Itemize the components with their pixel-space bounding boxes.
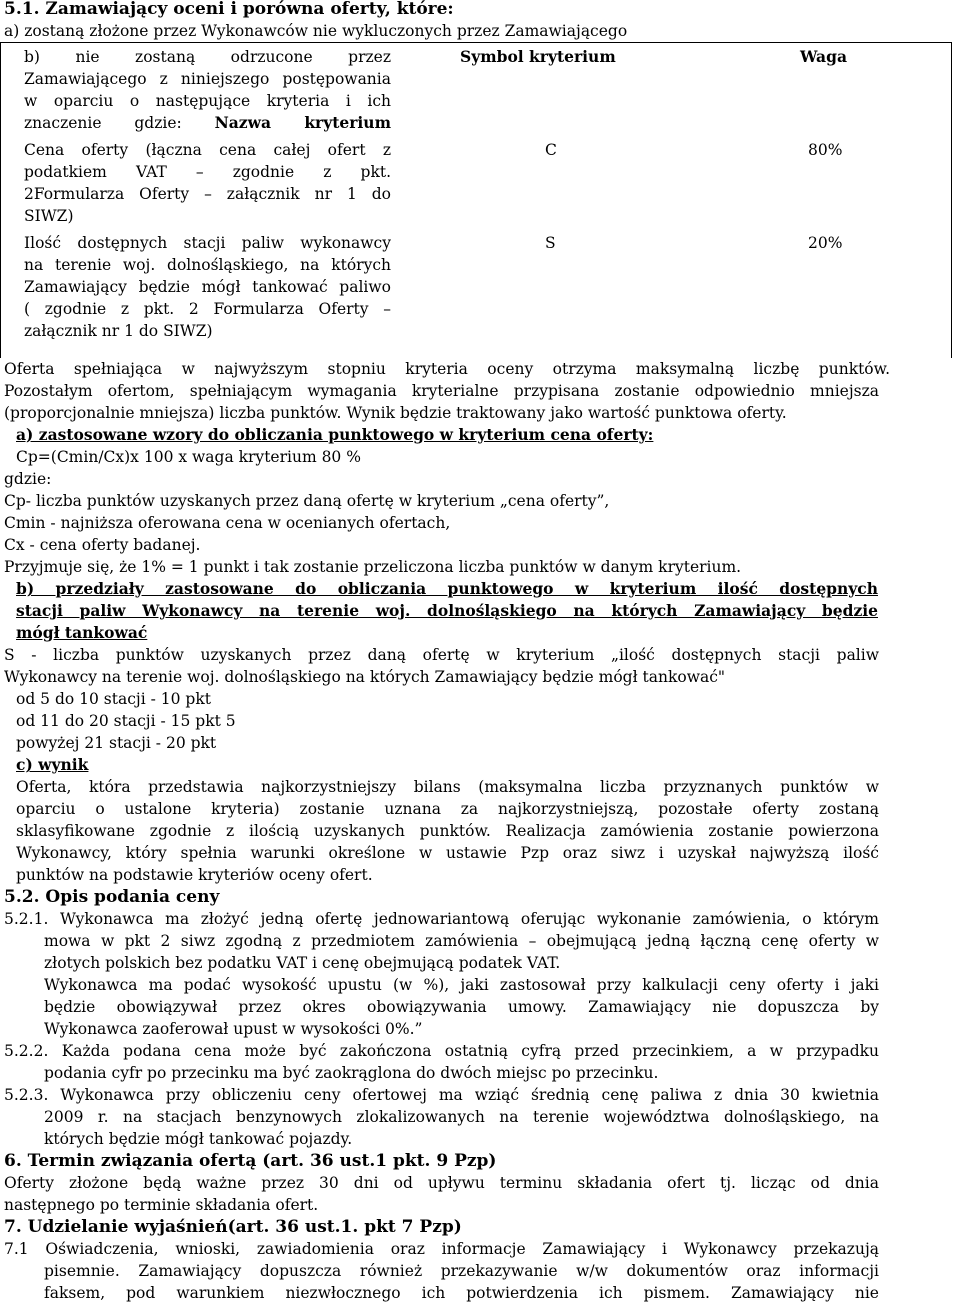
result-heading: c) wynik (16, 755, 89, 774)
col-name-header: Nazwa kryterium (214, 113, 391, 132)
table-left-border (0, 42, 1, 358)
para-line: złotych polskich bez podatku VAT i cenę obejmującą podatek VAT. (44, 954, 561, 972)
range-item: powyżej 21 stacji - 20 pkt (16, 734, 217, 752)
definition-cx: Cx - cena oferty badanej. (4, 536, 201, 554)
criteria-name-line: Cena oferty (łączna cena całej ofert z (24, 141, 391, 159)
section-52-heading: 5.2. Opis podania ceny (4, 887, 220, 907)
section-523 (4, 1084, 879, 1150)
para-line: Oferty złożone będą ważne przez 30 dni od upływu terminu składania ofert tj. licząc od dnia (4, 1174, 879, 1192)
criteria-intro (24, 46, 391, 134)
section-7-text (4, 1238, 879, 1304)
result-line: sklasyfikowane zgodnie z ilością uzyskanych punktów. Realizacja zamówienia zostanie powierzona (16, 822, 879, 840)
section-7-heading: 7. Udzielanie wyjaśnień(art. 36 ust.1. pkt 7 Pzp) (4, 1217, 462, 1237)
criteria-symbol-s: S (545, 234, 556, 252)
para-line: 5.2.3. Wykonawca przy obliczeniu ceny ofertowej ma wziąć średnią cenę paliwa z dnia 30 kwietnia (4, 1086, 879, 1104)
section-51-heading: 5.1. Zamawiający oceni i porówna oferty, które: (4, 0, 454, 19)
s-definition-line: Wykonawcy na terenie woj. dolnośląskiego na których Zamawiający będzie mógł tankować" (4, 668, 726, 686)
para-line: 5.2.1. Wykonawca ma złożyć jedną ofertę jednowariantową oferując wykonanie zamówienia, o którym (4, 910, 879, 928)
intro-line: znaczenie gdzie: (24, 114, 215, 132)
result-line: Wykonawcy, który spełnia warunki określone w ustawie Pzp oraz siwz i uzyskał najwyższą ilość (16, 844, 879, 862)
ranges-heading-line: mógł tankować (16, 623, 148, 642)
intro-line: w oparciu o następujące kryteria i ich (24, 92, 391, 110)
para-line: faksem, pod warunkiem niezwłocznego ich potwierdzenia ich pismem. Zamawiający nie (44, 1284, 879, 1302)
criteria-weight-s: 20% (808, 234, 843, 252)
intro-line: b) nie zostaną odrzucone przez (24, 48, 391, 66)
criteria-name-line: SIWZ) (24, 207, 74, 225)
criteria-name-line: ( zgodnie z pkt. 2 Formularza Oferty – (24, 300, 391, 318)
text-line: Oferta spełniająca w najwyższym stopniu kryteria oceny otrzyma maksymalną liczbę punktów. (4, 360, 890, 378)
para-line: będzie obowiązywał przez okres obowiązywania umowy. Zamawiający nie dopuszcza by (44, 998, 879, 1016)
para-line: pisemnie. Zamawiający dopuszcza również przekazywanie w/w dokumentów oraz informacji (44, 1262, 879, 1280)
section-521 (4, 908, 879, 1040)
max-points-text (4, 358, 890, 380)
col-symbol-header: Symbol kryterium (460, 47, 616, 66)
para-line: Wykonawca zaoferował upust w wysokości 0%.” (44, 1020, 423, 1038)
criteria-name-line: Ilość dostępnych stacji paliw wykonawcy (24, 234, 391, 252)
range-item: od 11 do 20 stacji - 15 pkt 5 (16, 712, 236, 730)
where-label: gdzie: (4, 470, 52, 488)
section-6-heading: 6. Termin związania ofertą (art. 36 ust.1 pkt. 9 Pzp) (4, 1151, 497, 1171)
criteria-weight-c: 80% (808, 141, 843, 159)
criteria-row-stations-name (24, 232, 391, 342)
para-line: 5.2.2. Każda podana cena może być zakończona ostatnią cyfrą przed przecinkiem, a w przypadku (4, 1042, 879, 1060)
definition-cp: Cp- liczba punktów uzyskanych przez daną ofertę w kryterium „cena oferty”, (4, 492, 610, 510)
ranges-heading (4, 578, 878, 644)
para-line: następnego po terminie składania ofert. (4, 1196, 319, 1214)
criteria-name-line: podatkiem VAT – zgodnie z pkt. (24, 163, 391, 181)
item-a-text: a) zostaną złożone przez Wykonawców nie wykluczonych przez Zamawiającego (4, 22, 628, 40)
para-line: 2009 r. na stacjach benzynowych zlokalizowanych na terenie województwa dolnośląskiego, na (44, 1108, 879, 1126)
text-line: Pozostałym ofertom, spełniającym wymagania kryterialne przypisana zostanie odpowiednio mniejsza (4, 382, 879, 400)
result-text (4, 776, 879, 886)
para-line: mowa w pkt 2 siwz zgodną z przedmiotem zamówienia – obejmującą jedną łączną cenę oferty w (44, 932, 879, 950)
intro-line: Zamawiającego z niniejszego postępowania (24, 70, 391, 88)
table-right-border (951, 42, 952, 358)
table-top-border (0, 42, 952, 43)
section-6-text (4, 1172, 879, 1216)
criteria-name-line: załącznik nr 1 do SIWZ) (24, 322, 213, 340)
criteria-name-line: Zamawiający będzie mógł tankować paliwo (24, 278, 391, 296)
conversion-note: Przyjmuje się, że 1% = 1 punkt i tak zostanie przeliczona liczba punktów w danym kryterium. (4, 558, 742, 576)
intro-last-line (24, 112, 391, 134)
text-line: (proporcjonalnie mniejsza) liczba punktów. Wynik będzie traktowany jako wartość punktowa oferty. (4, 404, 787, 422)
col-weight-header: Waga (800, 47, 847, 66)
s-definition (4, 644, 879, 688)
result-line: oparciu o ustalone kryteria) zostanie uznana za najkorzystniejszą, pozostałe oferty zostaną (16, 800, 879, 818)
formula: Cp=(Cmin/Cx)x 100 x waga kryterium 80 % (16, 448, 361, 466)
criteria-name-line: 2Formularza Oferty – załącznik nr 1 do (24, 185, 391, 203)
range-item: od 5 do 10 stacji - 10 pkt (16, 690, 211, 708)
s-definition-line: S - liczba punktów uzyskanych przez daną ofertę w kryterium „ilość dostępnych stacji paliw (4, 646, 879, 664)
other-offers-text (4, 380, 879, 424)
result-line: Oferta, która przedstawia najkorzystniejszy bilans (maksymalna liczba przyznanych punktów w (16, 778, 879, 796)
para-line: podania cyfr po przecinku ma być zaokrąglona do dwóch miejsc po przecinku. (44, 1064, 659, 1082)
criteria-table (0, 42, 952, 358)
document-page (4, 0, 956, 1304)
result-line: punktów na podstawie kryteriów oceny ofert. (16, 866, 373, 884)
para-line: 7.1 Oświadczenia, wnioski, zawiadomienia oraz informacje Zamawiający i Wykonawcy przekazują (4, 1240, 879, 1258)
para-line: Wykonawca ma podać wysokość upustu (w %), jaki zastosował przy kalkulacji ceny oferty i jaki (44, 976, 879, 994)
definition-cmin: Cmin - najniższa oferowana cena w ocenianych ofertach, (4, 514, 451, 532)
formula-heading: a) zastosowane wzory do obliczania punktowego w kryterium cena oferty: (16, 425, 654, 444)
para-line: których będzie mógł tankować pojazdy. (44, 1130, 353, 1148)
criteria-symbol-c: C (545, 141, 557, 159)
ranges-heading-line: b) przedziały zastosowane do obliczania punktowego w kryterium ilość dostępnych (16, 579, 878, 598)
criteria-name-line: na terenie woj. dolnośląskiego, na których (24, 256, 391, 274)
criteria-row-price-name (24, 139, 391, 227)
section-522 (4, 1040, 879, 1084)
ranges-heading-line: stacji paliw Wykonawcy na terenie woj. dolnośląskiego na których Zamawiający będzie (16, 601, 878, 620)
